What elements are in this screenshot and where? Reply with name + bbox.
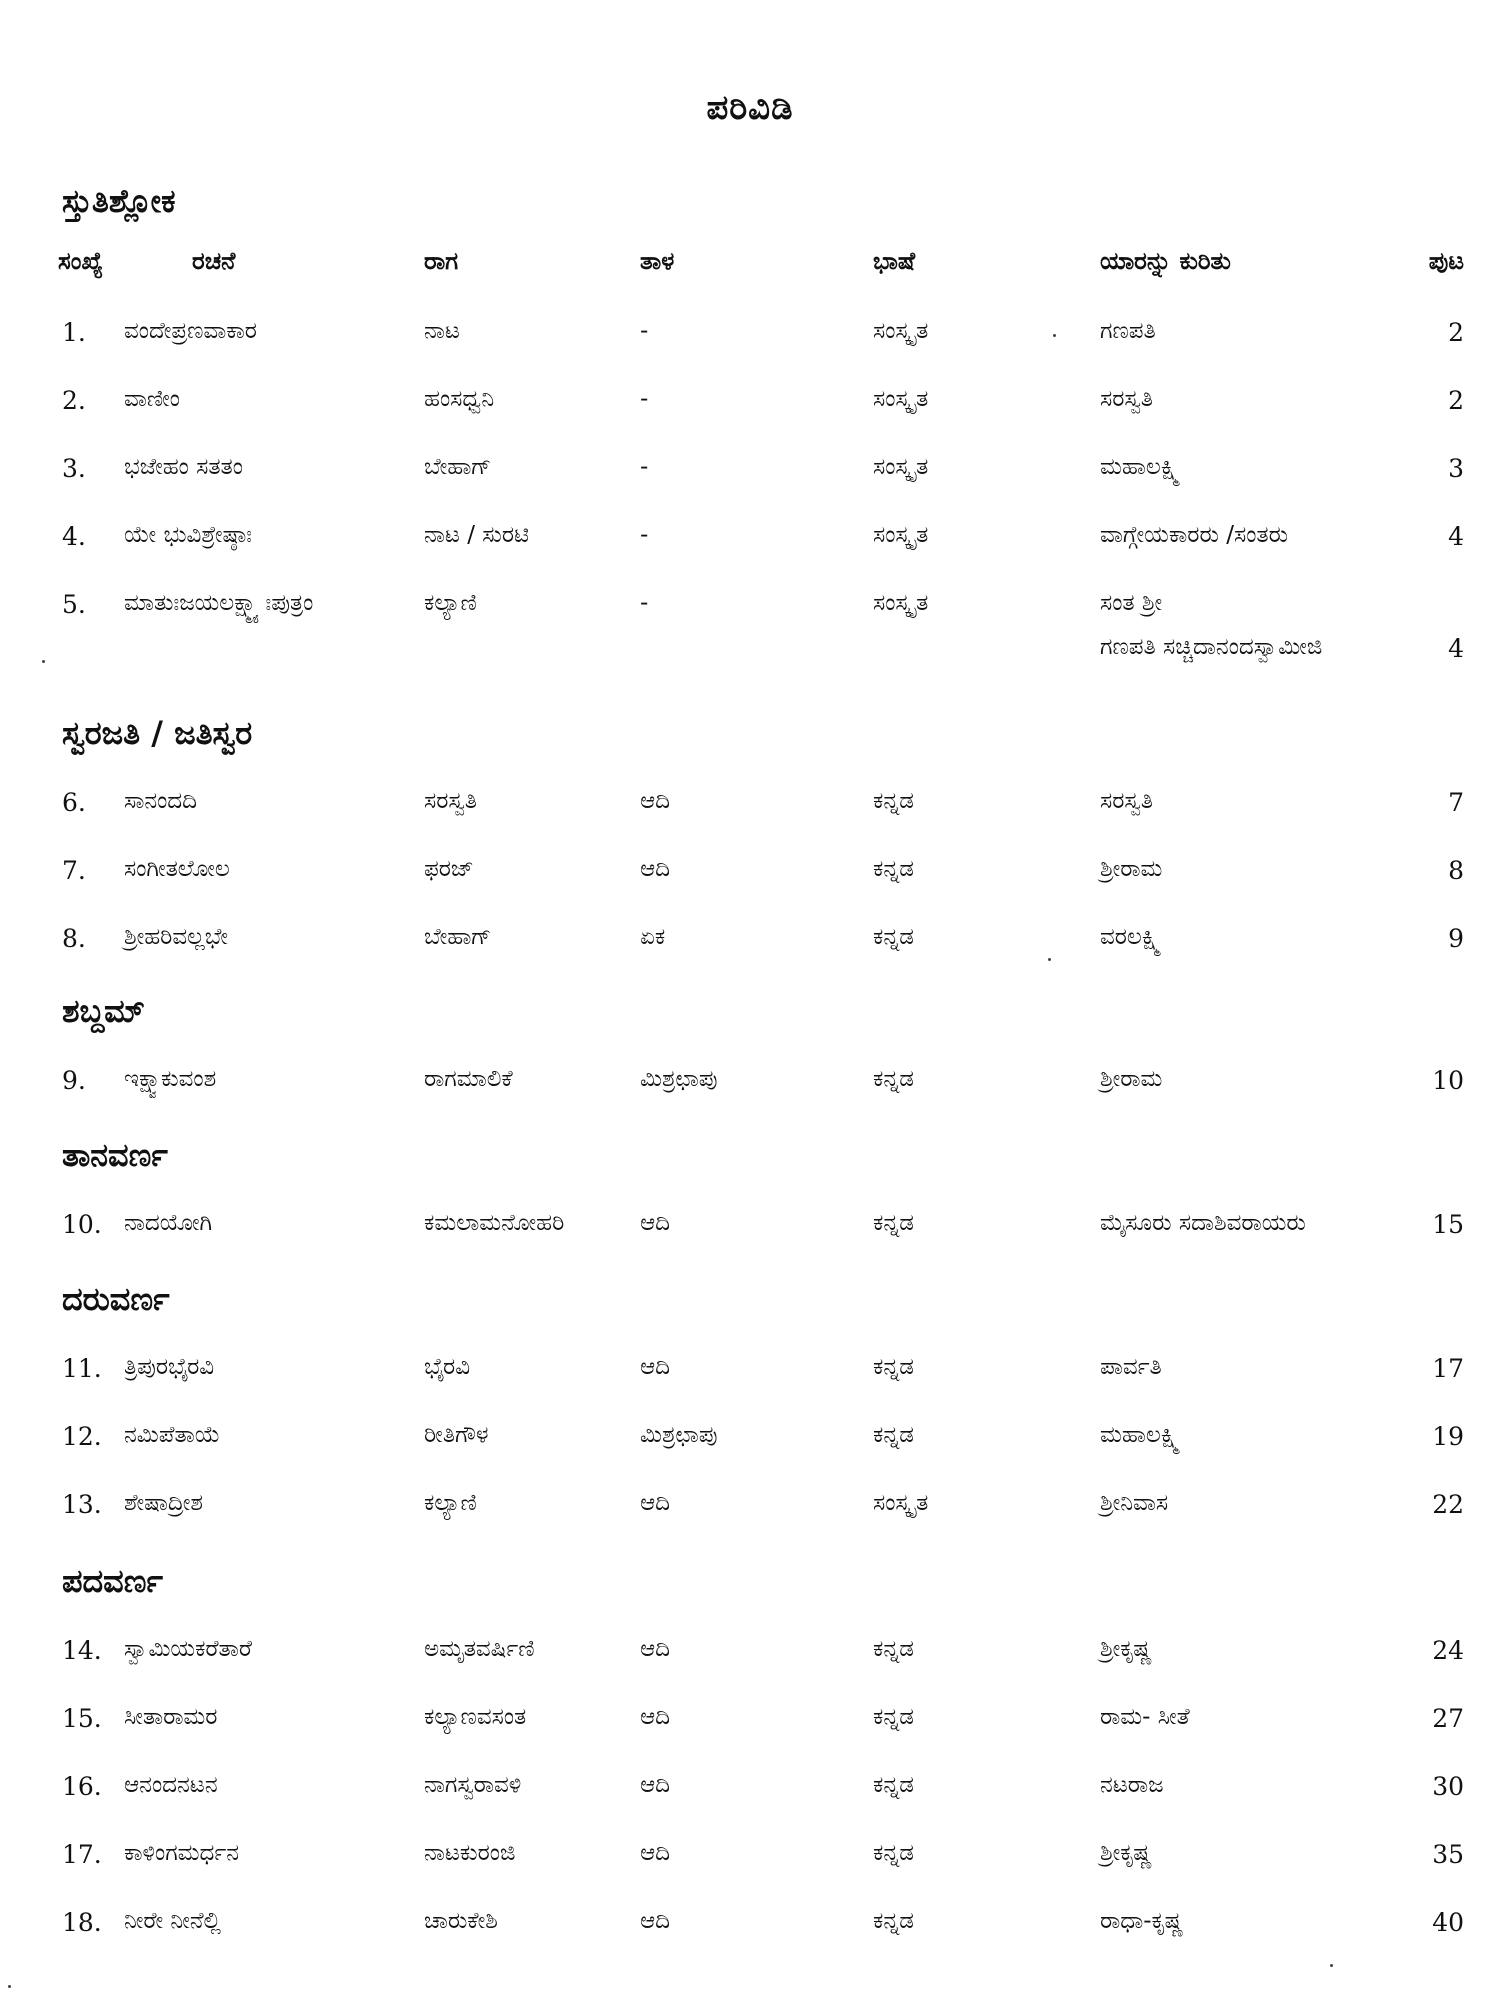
row-language: ಕನ್ನಡ: [873, 1636, 914, 1662]
table-row: [0, 788, 1500, 828]
column-header-page: ಪುಟ: [1428, 247, 1464, 275]
row-language: ಕನ್ನಡ: [873, 788, 914, 814]
row-page: 9: [1448, 924, 1464, 953]
row-about: ಸಂತ ಶ್ರೀ: [1100, 590, 1163, 616]
table-row: [0, 1354, 1500, 1394]
row-language: ಸಂಸ್ಕೃತ: [873, 1490, 929, 1516]
row-language: ಕನ್ನಡ: [873, 1772, 914, 1798]
row-language: ಕನ್ನಡ: [873, 1066, 914, 1092]
row-tala: -: [640, 386, 649, 412]
row-raga: ನಾಟ: [424, 318, 460, 344]
row-number: 3.: [62, 454, 86, 483]
row-composition: ನಮಿಪೆತಾಯೆ: [124, 1422, 221, 1448]
row-page: 2: [1448, 318, 1464, 347]
row-number: 6.: [62, 788, 86, 817]
row-tala: -: [640, 522, 649, 548]
table-row: [0, 386, 1500, 426]
table-row: [0, 1772, 1500, 1812]
row-about: ಸರಸ್ವತಿ: [1100, 788, 1153, 814]
row-number: 7.: [62, 856, 86, 885]
table-row: [0, 924, 1500, 964]
section-heading: ಪದವರ್ಣ: [62, 1562, 163, 1600]
row-composition: ಮಾತುಃಜಯಲಕ್ಷ್ಮ್ಯಾಃಪುತ್ರಂ: [124, 590, 314, 616]
row-language: ಸಂಸ್ಕೃತ: [873, 454, 929, 480]
row-composition: ಕಾಳಿಂಗಮರ್ಧನ: [124, 1840, 240, 1866]
row-tala: ಆದಿ: [640, 1704, 671, 1730]
row-page: 2: [1448, 386, 1464, 415]
row-raga: ರಾಗಮಾಲಿಕೆ: [424, 1066, 513, 1092]
column-header-tala: ತಾಳ: [640, 247, 675, 275]
row-composition: ವಂದೇಪ್ರಣವಾಕಾರ: [124, 318, 257, 344]
table-row: [0, 1704, 1500, 1744]
row-tala: ಆದಿ: [640, 1490, 671, 1516]
row-about: ಮಹಾಲಕ್ಷ್ಮಿ: [1100, 1422, 1181, 1448]
row-page: 4: [1448, 634, 1464, 663]
scan-speck: [8, 1985, 11, 1988]
row-raga: ನಾಟ / ಸುರಟಿ: [424, 522, 530, 548]
row-number: 12.: [62, 1422, 102, 1451]
row-raga: ನಾಗಸ್ವರಾವಳಿ: [424, 1772, 522, 1798]
section-heading: ಶಬ್ದಮ್: [62, 992, 145, 1030]
section-heading: ದರುವರ್ಣ: [62, 1280, 170, 1318]
section-heading: ಸ್ವರಜತಿ / ಜತಿಸ್ವರ: [62, 714, 253, 752]
row-language: ಸಂಸ್ಕೃತ: [873, 590, 929, 616]
row-number: 17.: [62, 1840, 102, 1869]
table-row: [0, 454, 1500, 494]
column-header-language: ಭಾಷೆ: [873, 247, 916, 275]
row-language: ಕನ್ನಡ: [873, 1354, 914, 1380]
row-about: ಮೈಸೂರು ಸದಾಶಿವರಾಯರು: [1100, 1210, 1306, 1236]
row-tala: -: [640, 590, 649, 616]
row-tala: ಏಕ: [640, 924, 666, 950]
column-header-raga: ರಾಗ: [424, 247, 459, 275]
row-tala: ಆದಿ: [640, 1636, 671, 1662]
row-composition: ಶ್ರೀಹರಿವಲ್ಲಭೇ: [124, 924, 228, 950]
row-number: 4.: [62, 522, 86, 551]
row-composition: ಆನಂದನಟನ: [124, 1772, 218, 1798]
row-tala: ಮಿಶ್ರಛಾಪು: [640, 1066, 718, 1092]
table-row: [0, 522, 1500, 562]
row-tala: ಆದಿ: [640, 788, 671, 814]
row-composition: ತ್ರಿಪುರಭೈರವಿ: [124, 1354, 215, 1380]
row-page: 22: [1432, 1490, 1464, 1519]
row-about: ಶ್ರೀರಾಮ: [1100, 1066, 1163, 1092]
row-number: 10.: [62, 1210, 102, 1239]
row-tala: -: [640, 318, 649, 344]
row-composition: ಸಂಗೀತಲೋಲ: [124, 856, 230, 882]
row-tala: ಆದಿ: [640, 1210, 671, 1236]
row-about: ಶ್ರೀರಾಮ: [1100, 856, 1163, 882]
row-tala: -: [640, 454, 649, 480]
row-about: ರಾಧಾ-ಕೃಷ್ಣ: [1100, 1908, 1184, 1934]
row-about: ಶ್ರೀನಿವಾಸ: [1100, 1490, 1169, 1516]
row-language: ಕನ್ನಡ: [873, 1704, 914, 1730]
section-heading: ಸ್ತುತಿಶ್ಲೋಕ: [62, 182, 176, 220]
row-raga: ಬೇಹಾಗ್: [424, 454, 492, 480]
table-row: [0, 318, 1500, 358]
row-page: 40: [1432, 1908, 1464, 1937]
row-raga: ರೀತಿಗೌಳ: [424, 1422, 489, 1448]
row-language: ಕನ್ನಡ: [873, 1840, 914, 1866]
row-number: 2.: [62, 386, 86, 415]
row-composition: ಶೇಷಾದ್ರೀಶ: [124, 1490, 204, 1516]
row-composition: ನಾದಯೋಗಿ: [124, 1210, 213, 1236]
row-language: ಸಂಸ್ಕೃತ: [873, 522, 929, 548]
table-row: [0, 1210, 1500, 1250]
row-about: ವಾಗ್ಗೇಯಕಾರರು /ಸಂತರು: [1100, 522, 1289, 548]
row-language: ಕನ್ನಡ: [873, 1210, 914, 1236]
row-composition: ಸಾನಂದದಿ: [124, 788, 198, 814]
row-number: 11.: [62, 1354, 102, 1383]
table-row: [0, 856, 1500, 896]
row-about: ಪಾರ್ವತಿ: [1100, 1354, 1162, 1380]
row-page: 24: [1432, 1636, 1464, 1665]
row-raga: ಹಂಸಧ್ವನಿ: [424, 386, 495, 412]
row-number: 1.: [62, 318, 86, 347]
row-raga: ಕಲ್ಯಾಣಿ: [424, 590, 477, 616]
row-number: 16.: [62, 1772, 102, 1801]
row-raga: ಚಾರುಕೇಶಿ: [424, 1908, 498, 1934]
row-composition: ಇಕ್ಷ್ವಾಕುವಂಶ: [124, 1066, 217, 1092]
row-tala: ಆದಿ: [640, 856, 671, 882]
row-tala: ಆದಿ: [640, 1354, 671, 1380]
row-number: 13.: [62, 1490, 102, 1519]
row-language: ಸಂಸ್ಕೃತ: [873, 386, 929, 412]
scan-speck: [1330, 1964, 1333, 1967]
row-composition: ನೀರೇ ನೀನೆಲ್ಲಿ: [124, 1908, 221, 1934]
row-composition: ಯೇ ಭುವಿಶ್ರೇಷ್ಠಾಃ: [124, 522, 252, 548]
table-row: [0, 1840, 1500, 1880]
row-tala: ಆದಿ: [640, 1908, 671, 1934]
row-language: ಕನ್ನಡ: [873, 1908, 914, 1934]
row-about: ಮಹಾಲಕ್ಷ್ಮಿ: [1100, 454, 1181, 480]
row-composition: ವಾಣೀಂ: [124, 386, 180, 412]
section-heading: ತಾನವರ್ಣ: [62, 1136, 168, 1174]
table-row: [0, 1422, 1500, 1462]
row-raga: ನಾಟಕುರಂಜಿ: [424, 1840, 516, 1866]
row-page: 19: [1432, 1422, 1464, 1451]
row-page: 15: [1432, 1210, 1464, 1239]
row-page: 10: [1432, 1066, 1464, 1095]
scan-speck: [42, 660, 45, 663]
row-about: ರಾಮ- ಸೀತೆ: [1100, 1704, 1190, 1730]
row-page: 3: [1448, 454, 1464, 483]
row-composition: ಸ್ವಾಮಿಯಕರೆತಾರೆ: [124, 1636, 252, 1662]
row-composition: ಭಜೇಹಂ ಸತತಂ: [124, 454, 243, 480]
row-raga: ಕಲ್ಯಾಣವಸಂತ: [424, 1704, 527, 1730]
row-language: ಸಂಸ್ಕೃತ: [873, 318, 929, 344]
row-about: ಶ್ರೀಕೃಷ್ಣ: [1100, 1636, 1153, 1662]
row-language: ಕನ್ನಡ: [873, 1422, 914, 1448]
table-row: [0, 1490, 1500, 1530]
row-raga: ಬೇಹಾಗ್: [424, 924, 492, 950]
row-about-line2: ಗಣಪತಿ ಸಚ್ಚಿದಾನಂದಸ್ವಾಮೀಜಿ: [1100, 634, 1323, 660]
row-tala: ಆದಿ: [640, 1772, 671, 1798]
row-page: 4: [1448, 522, 1464, 551]
column-header-row: [0, 247, 1500, 287]
row-about: ವರಲಕ್ಷ್ಮಿ: [1100, 924, 1162, 950]
row-composition: ಸೀತಾರಾಮರ: [124, 1704, 218, 1730]
row-raga: ಅಮೃತವರ್ಷಿಣಿ: [424, 1636, 535, 1662]
row-raga: ಕಮಲಾಮನೋಹರಿ: [424, 1210, 565, 1236]
row-number: 15.: [62, 1704, 102, 1733]
row-page: 8: [1448, 856, 1464, 885]
row-raga: ಭೈರವಿ: [424, 1354, 471, 1380]
row-page: 27: [1432, 1704, 1464, 1733]
row-number: 14.: [62, 1636, 102, 1665]
row-about: ನಟರಾಜ: [1100, 1772, 1164, 1798]
row-page: 17: [1432, 1354, 1464, 1383]
column-header-number: ಸಂಖ್ಯೆ: [58, 247, 104, 275]
row-language: ಕನ್ನಡ: [873, 856, 914, 882]
row-about: ಗಣಪತಿ: [1100, 318, 1156, 344]
row-raga: ಫರಜ್: [424, 856, 474, 882]
scan-speck: [1048, 958, 1051, 961]
row-about: ಸರಸ್ವತಿ: [1100, 386, 1153, 412]
column-header-about: ಯಾರನ್ನು ಕುರಿತು: [1100, 247, 1231, 275]
row-number: 5.: [62, 590, 86, 619]
table-row: [0, 590, 1500, 670]
row-page: 30: [1432, 1772, 1464, 1801]
table-row: [0, 1636, 1500, 1676]
row-page: 7: [1448, 788, 1464, 817]
table-row: [0, 1908, 1500, 1948]
scan-speck: [1053, 334, 1056, 337]
table-row: [0, 1066, 1500, 1106]
row-tala: ಆದಿ: [640, 1840, 671, 1866]
row-raga: ಕಲ್ಯಾಣಿ: [424, 1490, 477, 1516]
row-tala: ಮಿಶ್ರಛಾಪು: [640, 1422, 718, 1448]
column-header-composition: ರಚನೆ: [192, 247, 236, 275]
row-number: 8.: [62, 924, 86, 953]
row-about: ಶ್ರೀಕೃಷ್ಣ: [1100, 1840, 1153, 1866]
row-number: 9.: [62, 1066, 86, 1095]
row-page: 35: [1432, 1840, 1464, 1869]
row-raga: ಸರಸ್ವತಿ: [424, 788, 477, 814]
row-language: ಕನ್ನಡ: [873, 924, 914, 950]
page-title: ಪರಿವಿಡಿ: [706, 88, 794, 128]
row-number: 18.: [62, 1908, 102, 1937]
